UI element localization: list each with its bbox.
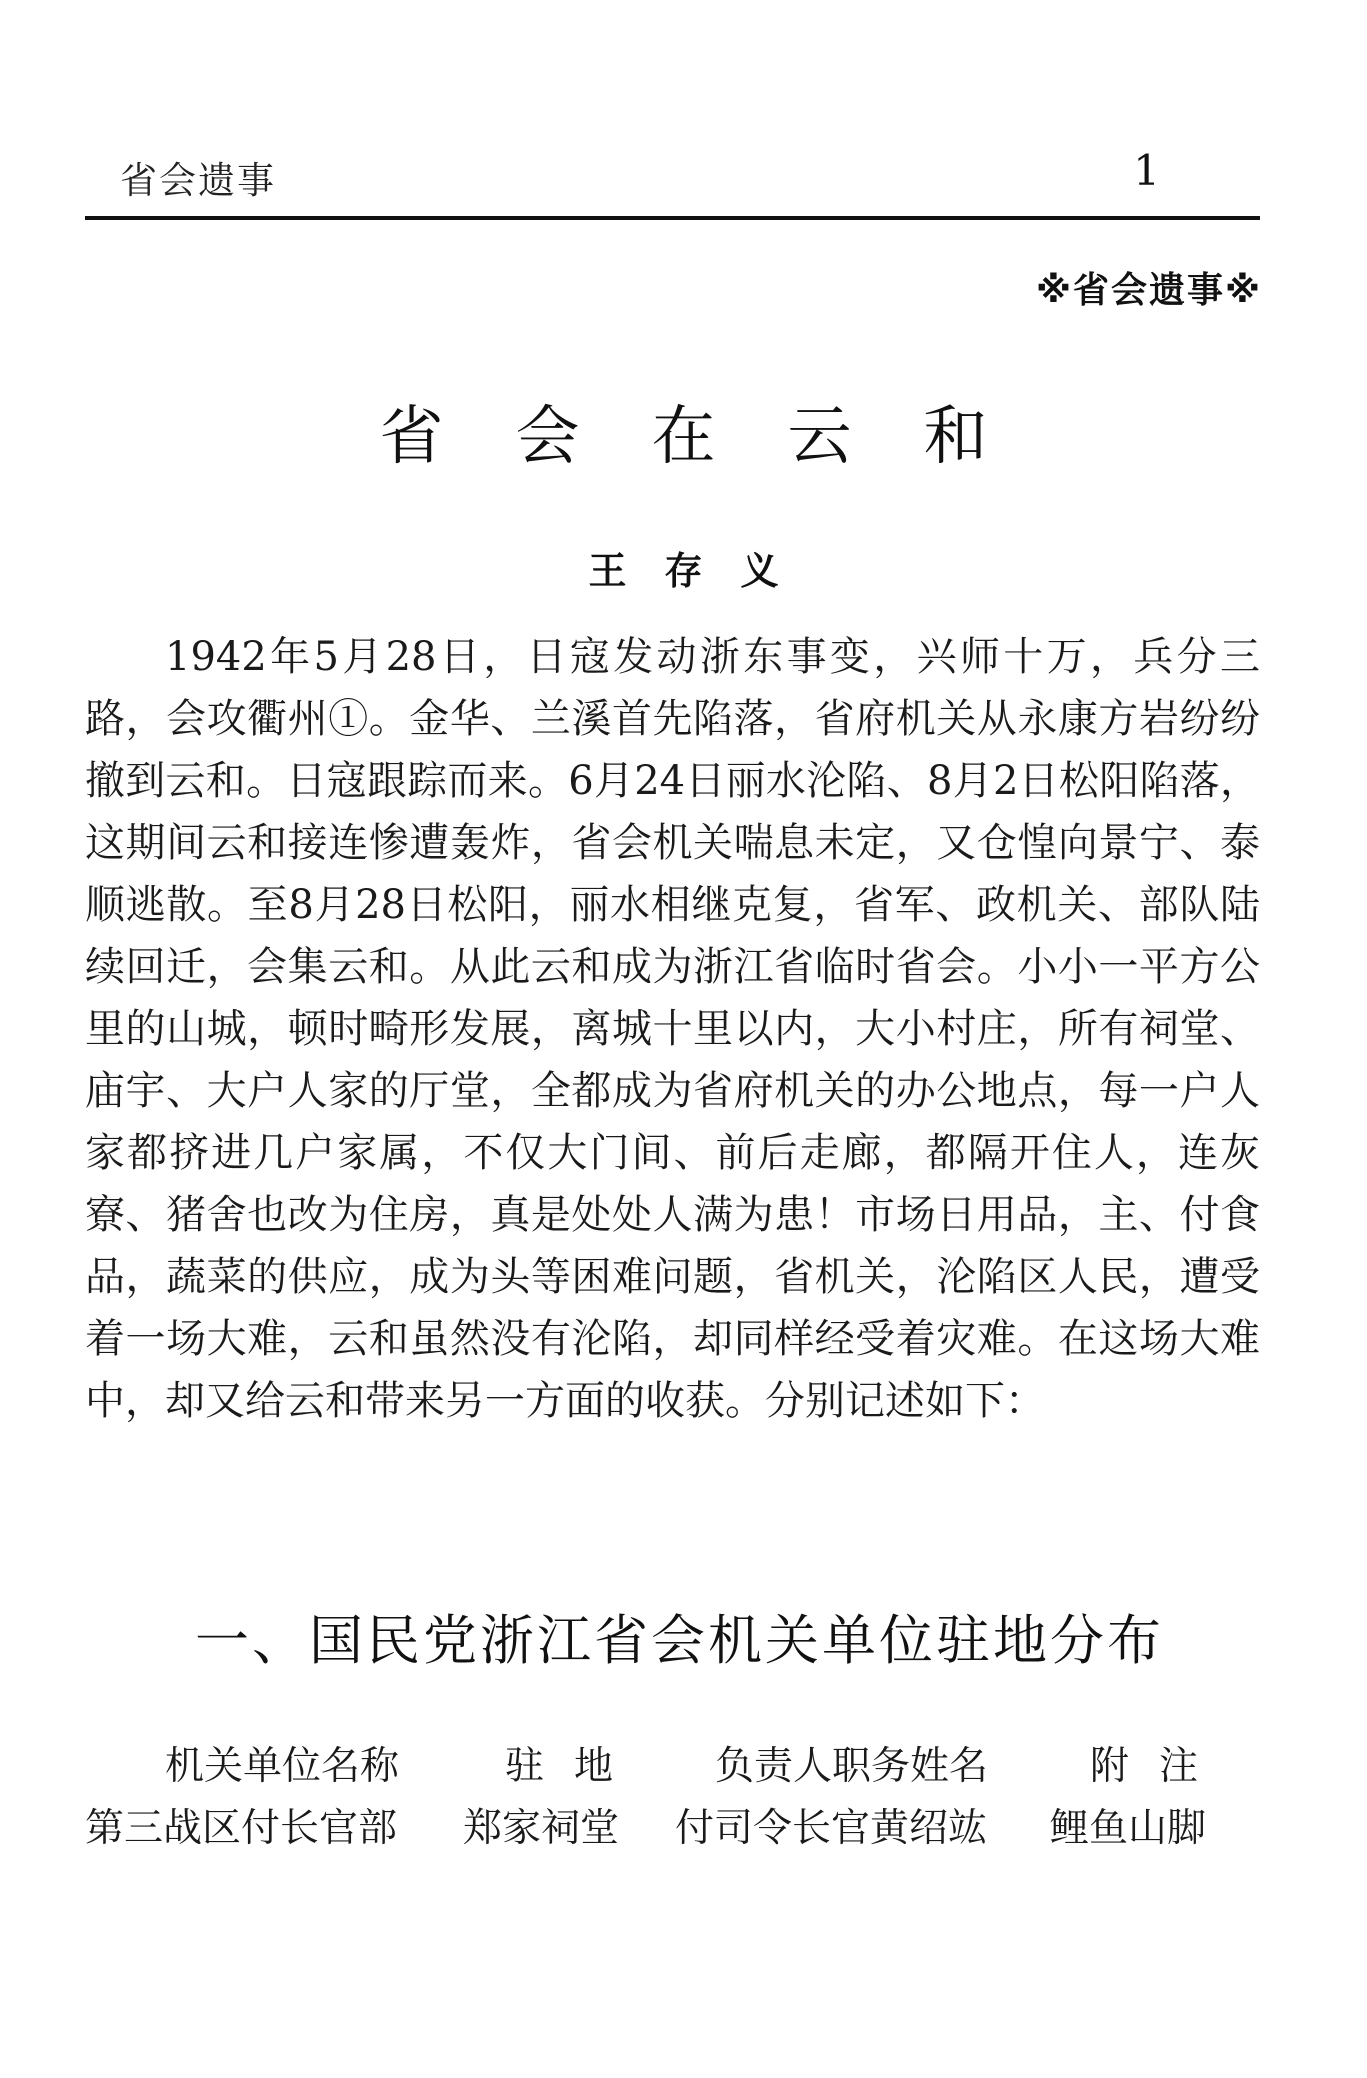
running-title: 省会遗事 [120,159,276,202]
table-cell-unit: 第三战区付长官部 [85,1806,398,1851]
table-cell-leader: 付司令长官黄绍竑 [675,1806,988,1851]
table-cell-location: 郑家祠堂 [463,1806,620,1851]
table-header-row [85,1735,1265,1797]
section-tag: ※省会遗事※ [1036,270,1262,311]
table-cell-note: 鲤鱼山脚 [1050,1806,1207,1851]
column-header-location: 驻地 [505,1744,644,1789]
article-title: 省会在云和 [379,400,1060,474]
article-body: 1942年5月28日，日寇发动浙东事变，兴师十万，兵分三路，会攻衢州①。金华、兰溪首先陷落，省府机关从永康方岩纷纷撤到云和。日寇跟踪而来。6月24日丽水沦陷、8月2日松阳陷落，这期间云和接连惨遭轰炸，省会机关喘息未定，又仓惶向景宁、泰顺逃散。至8月28日松阳，丽水相继克复，省军、政机关、部队陆续回迁，会集云和。从此云和成为浙江省临时省会。小小一平方公里的山城，顿时畸形发展，离城十里以内，大小村庄，所有祠堂、庙宇、大户人家的厅堂，全都成为省府机关的办公地点，每一户人家都挤进几户家属，不仅大门间、前后走廊，都隔开住人，连灰寮、猪舍也改为住房，真是处处人满为患！市场日用品，主、付食品，蔬菜的供应，成为头等困难问题，省机关，沦陷区人民，遭受着一场大难，云和虽然没有沦陷，却同样经受着灾难。在这场大难中，却又给云和带来另一方面的收获。分别记述如下： [85,634,1260,1424]
unit-table [85,1735,1265,1859]
article-author: 王存义 [588,549,817,593]
table-row [85,1797,1265,1859]
column-header-note: 附注 [1090,1744,1229,1789]
running-header [85,146,1260,210]
header-rule [85,216,1260,220]
page-number: 1 [1133,146,1160,195]
column-header-unit: 机关单位名称 [165,1744,400,1789]
section-heading: 一、国民党浙江省会机关单位驻地分布 [195,1609,1164,1672]
column-header-leader: 负责人职务姓名 [715,1744,989,1789]
